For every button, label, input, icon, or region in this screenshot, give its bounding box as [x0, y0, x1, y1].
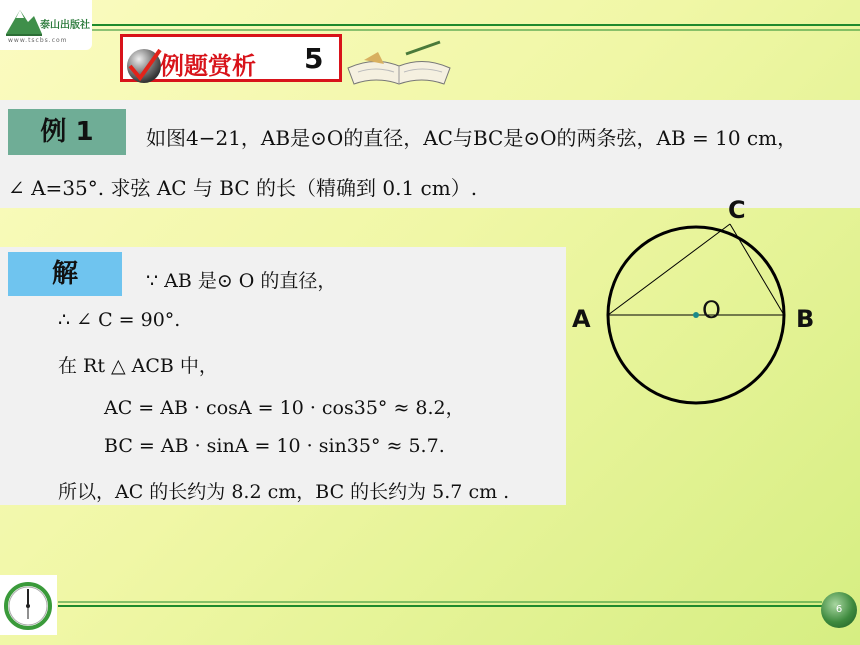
- publisher-logo: [0, 0, 92, 50]
- section-title: 例题赏析: [160, 52, 256, 80]
- solution-line: 所以，AC 的长约为 8.2 cm，BC 的长约为 5.7 cm .: [58, 481, 510, 503]
- point-o-label: O: [702, 296, 721, 324]
- point-c-label: C: [728, 196, 746, 224]
- publisher-name: 泰山出版社: [40, 20, 90, 31]
- bottom-rule: [58, 600, 822, 610]
- point-a-label: A: [572, 305, 591, 333]
- section-number: 5: [304, 42, 324, 75]
- solution-line: BC = AB · sinA = 10 · sin35° ≈ 5.7.: [104, 435, 445, 457]
- top-rule: [92, 22, 860, 34]
- chord-bc: [730, 224, 784, 315]
- page-number-badge: [821, 592, 857, 628]
- ball-check-icon: [124, 46, 164, 86]
- example-text-line1: 如图4−21，AB是⊙O的直径，AC与BC是⊙O的两条弦，AB = 10 cm，: [146, 126, 798, 150]
- page-number: 6: [835, 604, 843, 615]
- example-text-line2: ∠ A=35°. 求弦 AC 与 BC 的长（精确到 0.1 cm）.: [8, 176, 478, 200]
- solution-label: 解: [8, 252, 122, 296]
- solution-line: ∴ ∠ C = 90°.: [58, 309, 181, 331]
- solution-line: ∵ AB 是⊙ O 的直径，: [146, 270, 337, 292]
- example-label: 例 1: [8, 109, 126, 155]
- solution-line: AC = AB · cosA = 10 · cos35° ≈ 8.2，: [104, 397, 465, 419]
- center-point: [693, 312, 699, 318]
- circle-diagram: [590, 210, 802, 410]
- clock-icon: [0, 575, 57, 635]
- clock-box: [0, 575, 57, 635]
- publisher-url: www.tscbs.com: [8, 37, 68, 44]
- solution-line: 在 Rt △ ACB 中，: [58, 355, 218, 377]
- open-book-icon: [344, 38, 454, 88]
- mountain-icon: [4, 4, 44, 38]
- point-b-label: B: [796, 305, 815, 333]
